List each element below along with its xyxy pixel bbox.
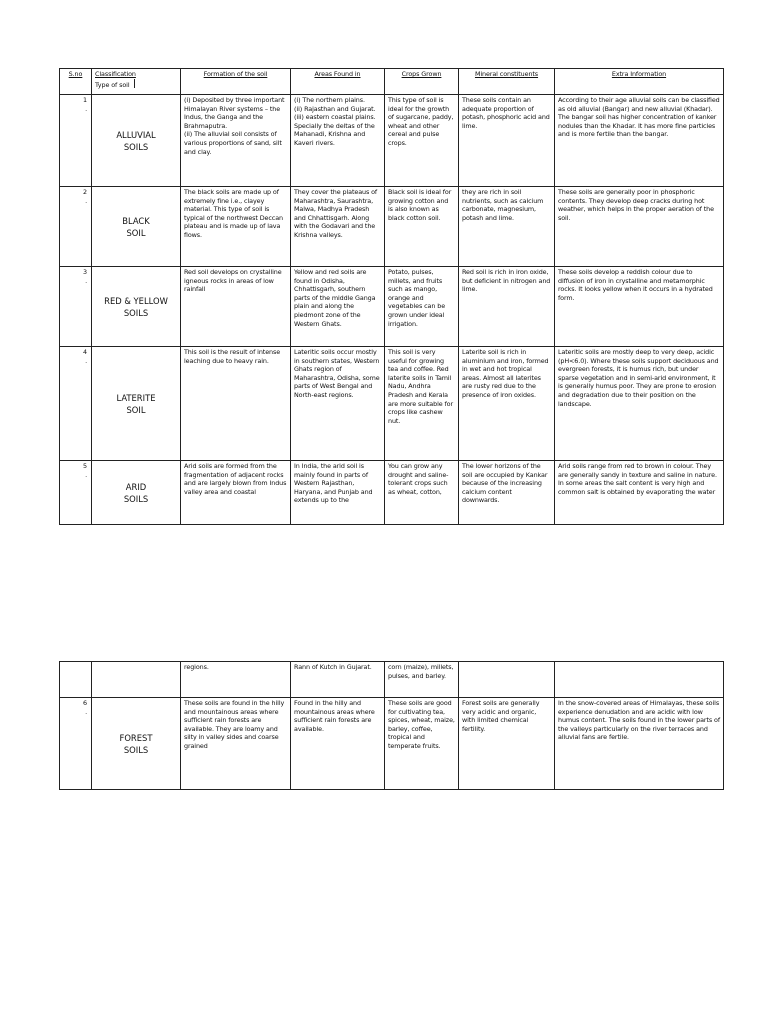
row-sno: 6 . [60, 698, 92, 790]
mineral-cell: The lower horizons of the soil are occupied by Kankar because of the increasing calcium content downwards. [459, 461, 555, 525]
mineral-cell: Red soil is rich in iron oxide, but deficient in nitrogen and lime. [459, 267, 555, 347]
row-sno: 4 . [60, 347, 92, 461]
crops-cell: This type of soil is ideal for the growth of sugarcane, paddy, wheat and other cereal and pulse crops. [385, 95, 459, 187]
table-row-black [60, 187, 724, 267]
header-crops: Crops Grown [385, 69, 459, 95]
areas-cell: Yellow and red soils are found in Odisha, Chhattisgarh, southern parts of the middle Ganga plain and along the piedmont zone of the Western Ghats. [291, 267, 385, 347]
row-sno: 5 . [60, 461, 92, 525]
table-row-alluvial [60, 95, 724, 187]
mineral-cell: These soils contain an adequate proportion of potash, phosphoric acid and lime. [459, 95, 555, 187]
header-classification-label: Classification [95, 70, 136, 78]
formation-cell: The black soils are made up of extremely fine i.e., clayey material. This type of soil is typical of the northwest Deccan plateau and is made up of lava flows. [181, 187, 291, 267]
soil-table-page-1 [59, 68, 724, 525]
areas-cell: In India, the arid soil is mainly found in parts of Western Rajasthan, Haryana, and Punjab and extends up to the [291, 461, 385, 525]
table-header-row [60, 69, 724, 95]
soil-type-name: RED & YELLOW SOILS [92, 267, 181, 347]
extra-info-cell: According to their age alluvial soils can be classified as old alluvial (Bangar) and new alluvial (Khadar). The bangar soil has higher concentration of kanker nodules than the Khadar. It has more fine particles and is more fertile than the bangar. [555, 95, 724, 187]
crops-cell: corn (maize), millets, pulses, and barley. [385, 662, 459, 698]
areas-cell: They cover the plateaus of Maharashtra, Saurashtra, Malwa, Madhya Pradesh and Chhattisgarh. Along with the Godavari and the Krishna valleys. [291, 187, 385, 267]
soil-table-page-2 [59, 661, 724, 790]
soil-type-name: BLACK SOIL [92, 187, 181, 267]
formation-cell: These soils are found in the hilly and mountainous areas where sufficient rain forests are available. They are loamy and silty in valley sides and coarse grained [181, 698, 291, 790]
header-type-of-soil-label: Type of soil [95, 80, 130, 89]
header-extra: Extra Information [555, 69, 724, 95]
soil-type-name [92, 662, 181, 698]
table-row-forest [60, 698, 724, 790]
formation-cell: regions. [181, 662, 291, 698]
crops-cell: Black soil is ideal for growing cotton and is also known as black cotton soil. [385, 187, 459, 267]
extra-info-cell: These soils develop a reddish colour due to diffusion of iron in crystalline and metamorphic rocks. It looks yellow when it occurs in a hydrated form. [555, 267, 724, 347]
table-row-arid [60, 461, 724, 525]
crops-cell: You can grow any drought and saline-tolerant crops such as wheat, cotton, [385, 461, 459, 525]
soil-type-name: LATERITE SOIL [92, 347, 181, 461]
extra-info-cell: These soils are generally poor in phosphoric contents. They develop deep cracks during hot weather, which helps in the proper aeration of the soil. [555, 187, 724, 267]
mineral-cell [459, 662, 555, 698]
areas-cell: Rann of Kutch in Gujarat. [291, 662, 385, 698]
crops-cell: These soils are good for cultivating tea, spices, wheat, maize, barley, coffee, tropical and temperate fruits. [385, 698, 459, 790]
header-areas: Areas Found in [291, 69, 385, 95]
crops-cell: Potato, pulses, millets, and fruits such as mango, orange and vegetables can be grown under ideal irrigation. [385, 267, 459, 347]
mineral-cell: they are rich in soil nutrients, such as calcium carbonate, magnesium, potash and lime. [459, 187, 555, 267]
areas-cell: Found in the hilly and mountainous areas where sufficient rain forests are available. [291, 698, 385, 790]
mineral-cell: Laterite soil is rich in aluminium and iron, formed in wet and hot tropical areas. Almost all laterites are rusty red due to the presence of iron oxides. [459, 347, 555, 461]
header-classification [92, 69, 181, 95]
formation-cell: Arid soils are formed from the fragmentation of adjacent rocks and are largely blown from Indus valley area and coastal [181, 461, 291, 525]
extra-info-cell [555, 662, 724, 698]
row-sno [60, 662, 92, 698]
formation-cell: (i) Deposited by three important Himalayan River systems – the Indus, the Ganga and the Brahmaputra. (ii) The alluvial soil consists of various proportions of sand, silt and clay. [181, 95, 291, 187]
extra-info-cell: In the snow-covered areas of Himalayas, these soils experience denudation and are acidic with low humus content. The soils found in the lower parts of the valleys particularly on the river terraces and alluvial fans are fertile. [555, 698, 724, 790]
row-sno: 3 . [60, 267, 92, 347]
table-row-red-yellow [60, 267, 724, 347]
header-sno: S.no [60, 69, 92, 95]
areas-cell: (i) The northern plains. (ii) Rajasthan and Gujarat. (iii) eastern coastal plains. Specially the deltas of the Mahanadi, Krishna and Kaveri rivers. [291, 95, 385, 187]
header-formation: Formation of the soil [181, 69, 291, 95]
table-row-arid-continued [60, 662, 724, 698]
header-mineral: Mineral constituents [459, 69, 555, 95]
table-row-laterite [60, 347, 724, 461]
crops-cell: This soil is very useful for growing tea and coffee. Red laterite soils in Tamil Nadu, Andhra Pradesh and Kerala are more suitable for crops like cashew nut. [385, 347, 459, 461]
formation-cell: Red soil develops on crystalline igneous rocks in areas of low rainfall [181, 267, 291, 347]
formation-cell: This soil is the result of intense leaching due to heavy rain. [181, 347, 291, 461]
areas-cell: Lateritic soils occur mostly in southern states, Western Ghats region of Maharashtra, Odisha, some parts of West Bengal and North-east regions. [291, 347, 385, 461]
row-sno: 1 . [60, 95, 92, 187]
soil-type-name: ARID SOILS [92, 461, 181, 525]
mineral-cell: Forest soils are generally very acidic and organic, with limited chemical fertility. [459, 698, 555, 790]
extra-info-cell: Arid soils range from red to brown in colour. They are generally sandy in texture and saline in nature. In some areas the salt content is very high and common salt is obtained by evaporating the water [555, 461, 724, 525]
soil-type-name: ALLUVIAL SOILS [92, 95, 181, 187]
row-sno: 2 . [60, 187, 92, 267]
soil-type-name: FOREST SOILS [92, 698, 181, 790]
cursor-bar [134, 79, 135, 88]
extra-info-cell: Lateritic soils are mostly deep to very deep, acidic (pH<6.0). Where these soils support deciduous and evergreen forests, it is humus rich, but under sparse vegetation and in semi-arid environment, it is generally humus poor. They are prone to erosion and degradation due to their position on the landscape. [555, 347, 724, 461]
